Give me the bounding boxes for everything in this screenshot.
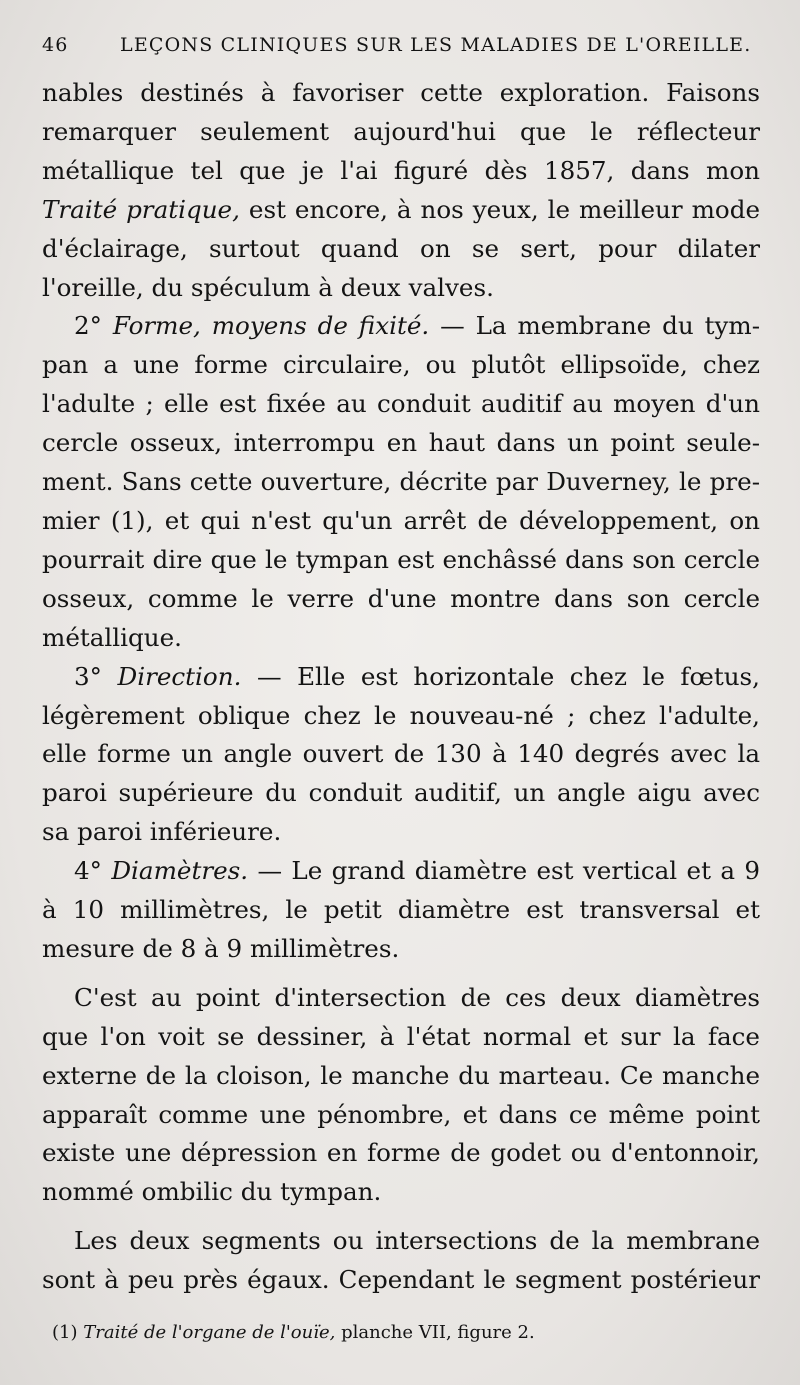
footnote [52, 1322, 535, 1343]
paragraph-4-number: 4° [74, 856, 102, 886]
paragraph-4-heading: Diamètres. [111, 856, 249, 886]
paragraph-2-number: 2° [74, 311, 102, 341]
paragraph-1-text: nables destinés à favoriser cette exploration. Faisons remarquer seulement aujourd'hui que le réflecteur métallique tel que je l'ai figuré dès 1857, dans mon [42, 78, 760, 185]
paragraph-1-end: est encore, à nos yeux, le meilleur mode d'éclairage, surtout quand on se sert, pour dilater l'oreille, du spéculum à deux valves. [42, 194, 761, 302]
footnote-mark: (1) [52, 1322, 78, 1343]
page-number: 46 [42, 34, 69, 56]
running-title: LEÇONS CLINIQUES SUR LES MALADIES DE L'OREILLE. [120, 34, 752, 56]
paragraph-3-text: — Elle est horizontale chez le fœtus, légèrement oblique chez le nouveau-né ; chez l'adulte, elle forme un angle ouvert de 130 à 140 degrés avec la paroi supérieure du conduit auditif, un angle aigu avec sa paroi inférieure. [42, 661, 760, 847]
paragraph-2-text: — La membrane du tympan a une forme circulaire, ou plutôt ellipsoïde, chez l'adulte ; elle est fixée au conduit auditif au moyen d'un cercle osseux, interrompu en haut dans un point seulement. Sans cette ouverture, décrite par Duverney, le premier (1), et qui n'est qu'un arrêt de développement, on pourrait dire que le tympan est enchâssé dans son cercle osseux, comme le verre d'une montre dans son cercle métallique. [42, 311, 760, 652]
paragraph-1-italic: Traité pratique, [42, 194, 240, 224]
paragraph-3 [42, 658, 760, 853]
paragraph-2 [42, 307, 760, 657]
paragraph-4 [42, 852, 760, 969]
footnote-title: Traité de l'organe de l'ouïe, [83, 1322, 336, 1343]
paragraph-6: Les deux segments ou intersections de la membrane sont à peu près égaux. Cependant le segment postérieur [42, 1226, 760, 1295]
footnote-text: planche VII, figure 2. [341, 1322, 535, 1343]
paragraph-5: C'est au point d'intersection de ces deux diamètres que l'on voit se dessiner, à l'état normal et sur la face externe de la cloison, le manche du marteau. Ce manche apparaît comme une pénombre, et dans ce même point existe une dépression en forme de godet ou d'entonnoir, nommé ombilic du tympan. [42, 982, 760, 1207]
paragraph-4-text: — Le grand diamètre est vertical et a 9 à 10 millimètres, le petit diamètre est transversal et mesure de 8 à 9 millimètres. [42, 856, 761, 963]
body-text [42, 74, 760, 1300]
paragraph-3-number: 3° [74, 661, 102, 691]
paragraph-3-heading: Direction. [117, 661, 242, 691]
paragraph-2-heading: Forme, moyens de fixité. [112, 311, 430, 341]
paragraph-1 [42, 74, 760, 307]
